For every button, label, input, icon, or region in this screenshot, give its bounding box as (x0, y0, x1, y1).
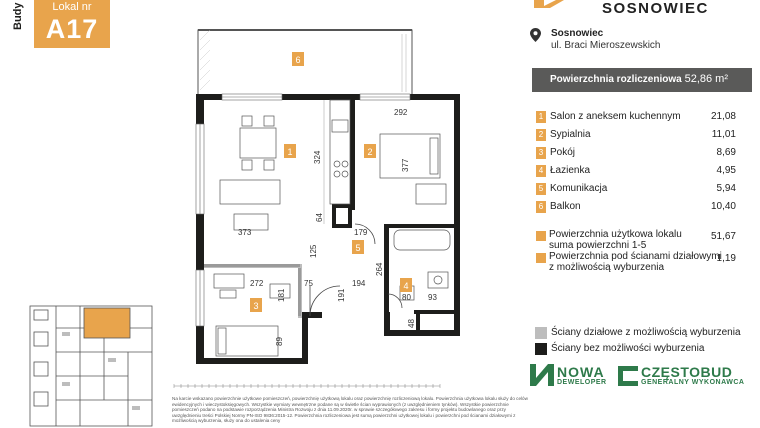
dim-label: 75 (304, 279, 313, 288)
dim-label: 80 (402, 293, 411, 302)
room-name: Sypialnia (550, 129, 591, 140)
map-pin-icon (530, 28, 541, 42)
dim-label: 181 (277, 288, 286, 302)
area-summary-bar (532, 68, 752, 92)
room-number-badge: 6 (536, 201, 546, 213)
lokal-label: Lokal nr (52, 1, 92, 13)
site-mini-plan (28, 302, 158, 428)
legend-swatch-removable (535, 327, 547, 339)
dim-label: 48 (407, 319, 416, 328)
room-number-badge: 5 (536, 183, 546, 195)
room-number-badge: 4 (536, 165, 546, 177)
dim-label: 64 (315, 213, 324, 222)
total-usable-label: Powierzchnia użytkowa lokalu suma powierzchni 1-5 (549, 229, 682, 251)
room-number-badge: 1 (536, 111, 546, 123)
partition-area-value: 1,19 (716, 253, 736, 264)
area-label: Powierzchnia rozliczeniowa (550, 74, 682, 85)
balcony (198, 30, 412, 96)
lokal-badge (34, 0, 110, 48)
dim-label: 324 (313, 150, 322, 164)
legend-swatch-structural (535, 343, 547, 355)
legend-structural-walls: Ściany bez możliwości wyburzenia (551, 343, 705, 354)
developer-subtitle: DEWELOPER (557, 379, 607, 386)
room-number-badge: 3 (536, 147, 546, 159)
location-street: ul. Braci Mieroszewskich (551, 40, 661, 51)
brand-city: SOSNOWIEC (602, 0, 709, 17)
room-name: Łazienka (550, 165, 591, 176)
nowa-logo-icon (530, 364, 554, 386)
dim-label: 373 (238, 228, 252, 237)
room-label-5: 5 (355, 243, 361, 253)
list-item (536, 164, 736, 178)
room-name: Komunikacja (550, 183, 608, 194)
dim-label: 292 (394, 108, 408, 117)
room-label-4: 4 (403, 281, 409, 291)
dim-label: 264 (375, 262, 384, 276)
room-name: Pokój (550, 147, 576, 158)
total-usable-value: 51,67 (710, 231, 736, 242)
partition-area-marker (536, 253, 546, 263)
contractor-name: CZĘSTOBUD (641, 364, 733, 380)
area-value: 52,86 m² (684, 73, 728, 85)
dim-label: 272 (250, 279, 264, 288)
list-item (536, 110, 736, 124)
highlighted-unit (84, 308, 130, 338)
room-label-1: 1 (287, 147, 293, 157)
room-area: 21,08 (710, 111, 736, 122)
list-item (536, 146, 736, 160)
room-number-badge: 2 (536, 129, 546, 141)
dim-label: 93 (428, 293, 437, 302)
list-item (536, 200, 736, 214)
partition-area-label: Powierzchnia pod ścianami działowymi z możliwością wyburzenia (549, 251, 722, 273)
total-usable-marker (536, 231, 546, 241)
room-label-2: 2 (367, 147, 373, 157)
room-name: Balkon (550, 201, 581, 212)
dim-label: 377 (401, 158, 410, 172)
room-label-6: 6 (295, 55, 301, 65)
budynek-label: Budy (12, 2, 24, 30)
list-item (536, 128, 736, 142)
contractor-subtitle: GENERALNY WYKONAWCA (641, 379, 745, 386)
dim-label: 125 (309, 244, 318, 258)
dim-label: 191 (337, 288, 346, 302)
lokal-number: A17 (45, 14, 99, 44)
legal-disclaimer: Na karcie wskazano powierzchnie użytkowe pomieszczeń, powierzchnię użytkową lokalu oraz powierzchnię rozliczeniową lokalu. Powierzchnia użytkowa lokalu służy do celów ewidencyjnych i wieczystoksięgowych. Wszystkie wymiary wewnętrzne podane są w świetle ścian wyprawionych (z uwzględnieniem tynków). Wszystkie powierzchnie pomieszczeń podano na podstawie rozporządzenia Ministra Rozwoju z dnia 11.09.2020r. w sprawie szczegółowego zakresu i formy projektu budowlanego oraz przy uwzględnieniu treści Polskiej Normy PN-ISO 9836:2015-12. Powierzchnia rozliczeniowa jest sumą powierzchni użytkowej lokalu i powierzchni pod ścianami działowymi z możliwością wyburzenia, służy ona do ustalenia ceny (172, 396, 528, 424)
room-area: 5,94 (716, 183, 736, 194)
dim-label: 194 (352, 279, 366, 288)
room-area: 10,40 (710, 201, 736, 212)
dim-label: 89 (275, 337, 284, 346)
list-item (536, 182, 736, 196)
room-area: 4,95 (716, 165, 736, 176)
room-area: 8,69 (716, 147, 736, 158)
location-city: Sosnowiec (551, 28, 604, 39)
brand-logo-icon (534, 0, 564, 14)
legend-removable-walls: Ściany działowe z możliwością wyburzenia (551, 327, 741, 338)
developer-name: NOWA (557, 364, 605, 380)
room-label-3: 3 (253, 301, 259, 311)
room-area: 11,01 (711, 129, 736, 140)
dim-label: 179 (354, 228, 368, 237)
room-name: Salon z aneksem kuchennym (550, 111, 681, 122)
floor-plan (170, 24, 470, 404)
czestobud-logo-icon (618, 366, 638, 386)
